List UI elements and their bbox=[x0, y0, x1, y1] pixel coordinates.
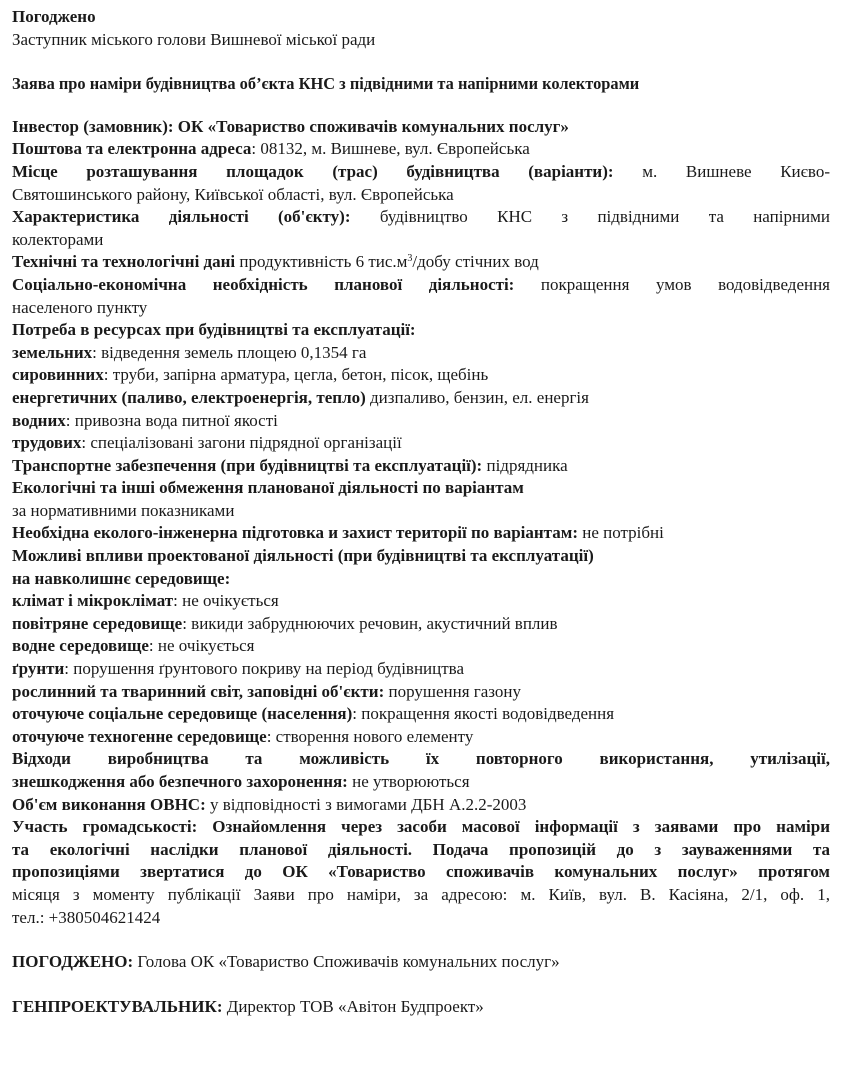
characteristic-label: Характеристика діяльності (об'єкту): bbox=[12, 207, 351, 227]
impacts-social-value: : покращення якості водовідведення bbox=[352, 704, 615, 724]
public-line-3: пропозиціями звертатися до ОК «Товариство споживачів комунальних послуг» протягом bbox=[12, 862, 830, 882]
resources-labor-row bbox=[12, 432, 830, 455]
waste-row bbox=[12, 771, 830, 794]
impacts-flora-row bbox=[12, 681, 830, 704]
resources-land-row bbox=[12, 342, 830, 365]
impacts-tech-value: : створення нового елементу bbox=[266, 726, 474, 746]
impacts-climate-row bbox=[12, 590, 830, 613]
designer-value: Директор ТОВ «Авітон Будпроект» bbox=[222, 996, 484, 1016]
agreed-value: Голова ОК «Товариство Споживачів комунальних послуг» bbox=[133, 952, 560, 972]
resources-water-value: : привозна вода питної якості bbox=[65, 410, 278, 430]
characteristic-row bbox=[12, 206, 830, 229]
technical-value-sup: 3 bbox=[407, 253, 413, 265]
resources-water-row bbox=[12, 410, 830, 433]
eco-engineering-label: Необхідна еколого-інженерна підготовка и захист території по варіантам: bbox=[12, 523, 578, 543]
socio-economic-value-2: населеного пункту bbox=[12, 297, 148, 317]
technical-value-post: /добу стічних вод bbox=[412, 252, 539, 272]
impacts-tech-row bbox=[12, 726, 830, 749]
impacts-soil-label: ґрунти bbox=[12, 659, 65, 679]
eco-limits-label: Екологічні та інші обмеження планованої діяльності по варіантам bbox=[12, 478, 524, 498]
document-title: Заява про наміри будівництва об’єкта КНС з підвідними та напірними колекторами bbox=[12, 74, 640, 94]
designer-label: ГЕНПРОЕКТУВАЛЬНИК: bbox=[12, 996, 223, 1016]
transport-row bbox=[12, 455, 830, 478]
impacts-air-value: : викиди забруднюючих речовин, акустичний вплив bbox=[182, 613, 558, 633]
eco-limits-value: за нормативними показниками bbox=[12, 500, 235, 520]
location-row bbox=[12, 161, 830, 184]
resources-water-label: водних bbox=[12, 410, 66, 430]
technical-label: Технічні та технологічні дані bbox=[12, 252, 236, 272]
impacts-soil-row bbox=[12, 658, 830, 681]
address-value: : 08132, м. Вишневе, вул. Європейська bbox=[251, 139, 530, 159]
location-label: Місце розташування площадок (трас) будівництва (варіанти): bbox=[12, 161, 614, 181]
waste-value: не утворюються bbox=[347, 772, 470, 791]
address-label: Поштова та електронна адреса bbox=[12, 139, 252, 159]
impacts-social-row bbox=[12, 703, 830, 726]
public-line-4: місяця з моменту публікації Заяви про наміри, за адресою: м. Київ, вул. В. Касіяна, 2/1, оф. 1, bbox=[12, 884, 830, 904]
impacts-water-value: : не очікується bbox=[148, 636, 255, 656]
approved-by: Заступник міського голови Вишневої міської ради bbox=[12, 29, 376, 49]
public-value-1: Ознайомлення через засоби масової інформації з заявами про наміри bbox=[197, 817, 830, 837]
impacts-social-label: оточуюче соціальне середовище (населення) bbox=[12, 704, 353, 724]
resources-raw-row bbox=[12, 364, 830, 387]
impacts-air-label: повітряне середовище bbox=[12, 613, 183, 633]
address-row bbox=[12, 138, 830, 161]
transport-value: підрядника bbox=[486, 455, 568, 475]
eco-engineering-row bbox=[12, 522, 830, 545]
resources-label: Потреба в ресурсах при будівництві та експлуатації: bbox=[12, 320, 416, 340]
impacts-flora-value: порушення газону bbox=[384, 681, 521, 701]
transport-label: Транспортне забезпечення (при будівництві та експлуатації): bbox=[12, 455, 483, 475]
public-line-2: та екологічні наслідки планової діяльності. Подача пропозицій до з зауваженнями та bbox=[12, 839, 830, 859]
impacts-tech-label: оточуюче техногенне середовище bbox=[12, 726, 267, 746]
investor-value: ОК «Товариство споживачів комунальних послуг» bbox=[177, 116, 569, 136]
waste-label-2: знешкодження або безпечного захоронення: bbox=[12, 772, 348, 791]
resources-raw-value: : труби, запірна арматура, цегла, бетон, пісок, щебінь bbox=[103, 365, 489, 385]
impacts-air-row bbox=[12, 613, 830, 636]
resources-energy-value: дизпаливо, бензин, ел. енергія bbox=[365, 387, 589, 407]
eco-engineering-value: не потрібні bbox=[582, 523, 664, 543]
resources-energy-row bbox=[12, 387, 830, 410]
location-value-1: м. Вишневе Києво- bbox=[642, 161, 831, 181]
characteristic-value-2: колекторами bbox=[12, 229, 104, 249]
ovns-value: у відповідності з вимогами ДБН А.2.2-2003 bbox=[205, 794, 527, 814]
public-line-5: тел.: +380504621424 bbox=[12, 907, 161, 927]
resources-land-label: земельних bbox=[12, 342, 93, 362]
impacts-climate-value: : не очікується bbox=[173, 591, 279, 611]
impacts-label-1: Можливі впливи проектованої діяльності (при будівництві та експлуатації) bbox=[12, 546, 594, 566]
impacts-water-label: водне середовище bbox=[12, 636, 149, 656]
agreed-row bbox=[12, 951, 830, 974]
impacts-label-2: на навколишнє середовище: bbox=[12, 568, 231, 588]
ovns-row bbox=[12, 794, 830, 817]
impacts-water-row bbox=[12, 635, 830, 658]
socio-economic-value-1: покращення умов водовідведення bbox=[540, 274, 831, 294]
impacts-climate-label: клімат і мікроклімат bbox=[12, 591, 174, 611]
location-value-2: Святошинського району, Київської області, вул. Європейська bbox=[12, 184, 454, 204]
ovns-label: Об'єм виконання ОВНС: bbox=[12, 794, 206, 814]
waste-label-1: Відходи виробництва та можливість їх повторного використання, утилізації, bbox=[12, 749, 830, 769]
impacts-soil-value: : порушення ґрунтового покриву на період будівництва bbox=[64, 659, 465, 679]
socio-economic-row bbox=[12, 274, 830, 297]
designer-row bbox=[12, 996, 830, 1019]
resources-labor-value: : спеціалізовані загони підрядної організації bbox=[81, 433, 402, 453]
public-label: Участь громадськості: bbox=[12, 817, 198, 837]
public-row-1 bbox=[12, 816, 830, 839]
resources-energy-label: енергетичних (паливо, електроенергія, тепло) bbox=[12, 387, 366, 407]
socio-economic-label: Соціально-економічна необхідність планової діяльності: bbox=[12, 274, 515, 294]
impacts-flora-label: рослинний та тваринний світ, заповідні об'єкти: bbox=[12, 681, 385, 701]
agreed-label: ПОГОДЖЕНО: bbox=[12, 952, 134, 972]
technical-row bbox=[12, 251, 830, 274]
resources-land-value: : відведення земель площею 0,1354 га bbox=[92, 342, 367, 362]
investor-row bbox=[12, 116, 830, 139]
technical-value-pre: продуктивність 6 тис.м bbox=[239, 252, 408, 272]
resources-raw-label: сировинних bbox=[12, 365, 104, 385]
resources-labor-label: трудових bbox=[12, 433, 82, 453]
document-page bbox=[12, 6, 830, 1018]
investor-label: Інвестор (замовник): bbox=[12, 116, 174, 136]
approved-label: Погоджено bbox=[12, 7, 96, 26]
characteristic-value-1: будівництво КНС з підвідними та напірними bbox=[379, 207, 830, 227]
